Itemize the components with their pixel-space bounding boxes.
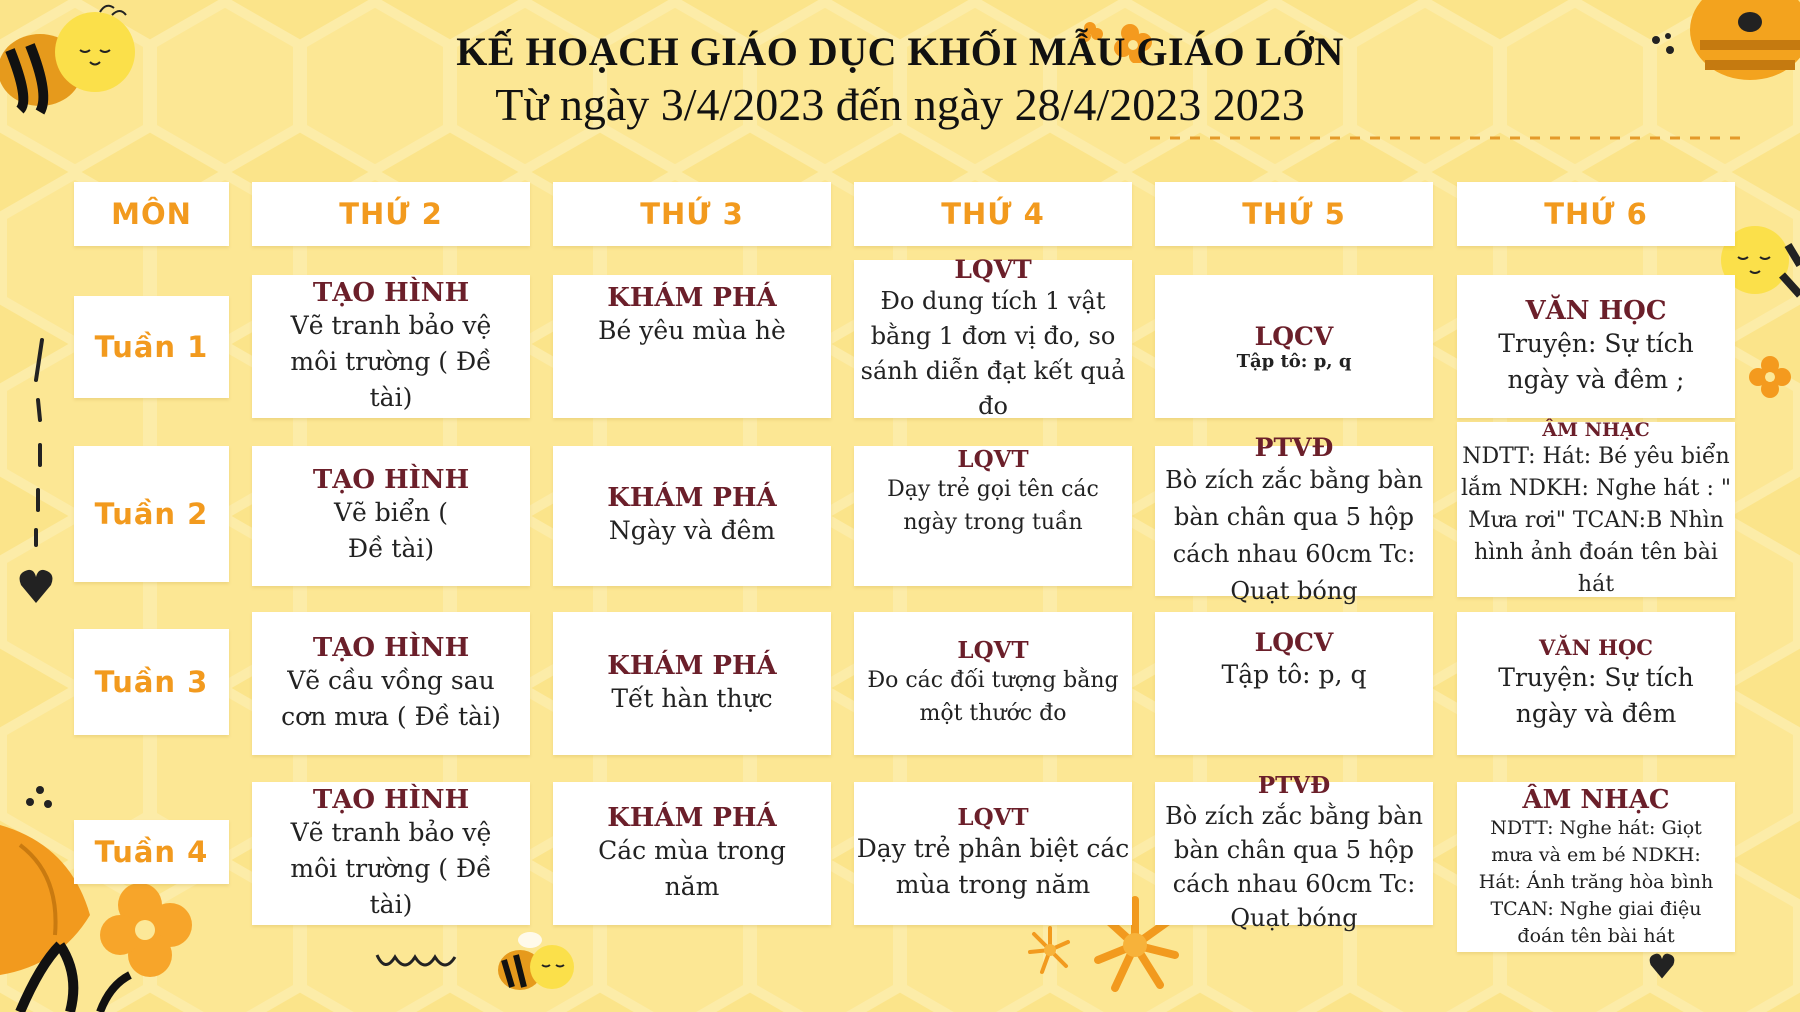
column-header-day: THỨ 2 — [252, 182, 530, 246]
schedule-cell — [854, 254, 1132, 420]
cell-subject: KHÁM PHÁ — [607, 650, 777, 681]
bee-icon — [490, 925, 600, 1005]
cell-subject: LQVT — [957, 637, 1029, 664]
cell-subject: TẠO HÌNH — [312, 277, 470, 308]
schedule-cell — [1155, 772, 1433, 932]
page-title: KẾ HOẠCH GIÁO DỤC KHỐI MẪU GIÁO LỚN — [456, 29, 1344, 74]
week-label: Tuần 2 — [74, 446, 229, 582]
cell-subject: TẠO HÌNH — [312, 465, 470, 495]
schedule-cell — [1457, 612, 1735, 755]
schedule-cell — [854, 782, 1132, 925]
heart-icon — [18, 565, 54, 605]
cell-subject: LQVT — [954, 254, 1032, 284]
cell-text: Tết hàn thực — [611, 683, 773, 713]
schedule-cell — [854, 446, 1132, 586]
cell-text: Truyện: Sự tích ngày và đêm — [1498, 663, 1694, 728]
cell-subject: KHÁM PHÁ — [607, 802, 777, 833]
schedule-cell — [1457, 275, 1735, 418]
schedule-cell — [553, 446, 831, 586]
cell-text: Vẽ tranh bảo vệ môi trường ( Đề tài) — [290, 310, 492, 412]
flower-icon — [1748, 355, 1793, 400]
cell-text: Bò zích zắc bằng bàn bàn chân qua 5 hộp cách nhau 60cm Tc: Quạt bóng — [1165, 465, 1423, 605]
cell-text: Các mùa trong năm — [598, 835, 786, 901]
schedule-cell — [252, 782, 530, 925]
cell-subject: PTVĐ — [1254, 432, 1334, 462]
cell-subject: TẠO HÌNH — [312, 632, 470, 663]
cell-text: Truyện: Sự tích ngày và đêm ; — [1498, 328, 1694, 394]
column-header-subject: MÔN — [74, 182, 229, 246]
schedule-cell — [553, 782, 831, 925]
column-header-day: THỨ 4 — [854, 182, 1132, 246]
schedule-cell — [252, 612, 530, 755]
dots-icon — [22, 782, 56, 812]
cell-text: Dạy trẻ gọi tên các ngày trong tuần — [887, 477, 1099, 535]
cell-text: Ngày và đêm — [608, 516, 776, 545]
cell-subject: TẠO HÌNH — [312, 784, 470, 815]
cell-subject: VĂN HỌC — [1525, 295, 1667, 326]
schedule-cell — [1457, 782, 1735, 952]
schedule-cell — [553, 612, 831, 755]
week-label: Tuần 4 — [74, 820, 229, 884]
cell-text: Bé yêu mùa hè — [598, 316, 786, 345]
cell-subject: LQVT — [957, 804, 1029, 831]
cell-subject: KHÁM PHÁ — [607, 483, 777, 513]
page-subtitle: Từ ngày 3/4/2023 đến ngày 28/4/2023 2023 — [495, 79, 1305, 130]
schedule-cell — [1457, 418, 1735, 597]
cell-subject: ÂM NHẠC — [1522, 784, 1670, 815]
schedule-cell — [1155, 612, 1433, 755]
cell-text: Tập tô: p, q — [1236, 350, 1352, 372]
week-label: Tuần 3 — [74, 629, 229, 735]
heart-icon — [1648, 950, 1676, 980]
week-label: Tuần 1 — [74, 296, 229, 398]
cell-text: Bò zích zắc bằng bàn bàn chân qua 5 hộp cách nhau 60cm Tc: Quạt bóng — [1165, 802, 1423, 932]
squiggle-icon — [375, 945, 465, 975]
schedule-cell — [252, 275, 530, 418]
column-header-day: THỨ 3 — [553, 182, 831, 246]
cell-text: Đo dung tích 1 vật bằng 1 đơn vị đo, so sánh diễn đạt kết quả đo — [860, 286, 1126, 420]
cell-text: NDTT: Nghe hát: Giọt mưa và em bé NDKH: Hát: Ánh trăng hòa bình TCAN: Nghe giai điệu đoán tên bài hát — [1478, 816, 1714, 947]
schedule-cell — [1155, 275, 1433, 418]
schedule-cell — [252, 446, 530, 586]
cell-subject: LQCV — [1254, 321, 1334, 351]
cell-subject: VĂN HỌC — [1539, 635, 1653, 660]
cell-subject: LQCV — [1254, 628, 1334, 657]
cell-text: Đo các đối tượng bằng một thước đo — [867, 668, 1119, 726]
cell-text: NDTT: Hát: Bé yêu biển lắm NDKH: Nghe hát : " Mưa rơi" TCAN:B Nhìn hình ảnh đoán tên bài hát — [1460, 443, 1732, 597]
cell-subject: KHÁM PHÁ — [607, 283, 777, 313]
schedule-cell — [1155, 432, 1433, 605]
column-header-day: THỨ 5 — [1155, 182, 1433, 246]
cell-text: Tập tô: p, q — [1221, 660, 1367, 689]
column-header-day: THỨ 6 — [1457, 182, 1735, 246]
cell-text: Dạy trẻ phân biệt các mùa trong năm — [856, 834, 1130, 899]
cell-text: Vẽ tranh bảo vệ môi trường ( Đề tài) — [290, 817, 492, 919]
schedule-cell — [854, 612, 1132, 755]
cell-subject: PTVĐ — [1257, 772, 1331, 799]
cell-text: Vẽ cầu vồng sau cơn mưa ( Đề tài) — [281, 665, 501, 731]
cell-subject: ÂM NHẠC — [1542, 418, 1650, 441]
cell-subject: LQVT — [957, 446, 1029, 473]
schedule-cell — [553, 275, 831, 418]
cell-text: Vẽ biển ( Đề tài) — [334, 498, 448, 563]
